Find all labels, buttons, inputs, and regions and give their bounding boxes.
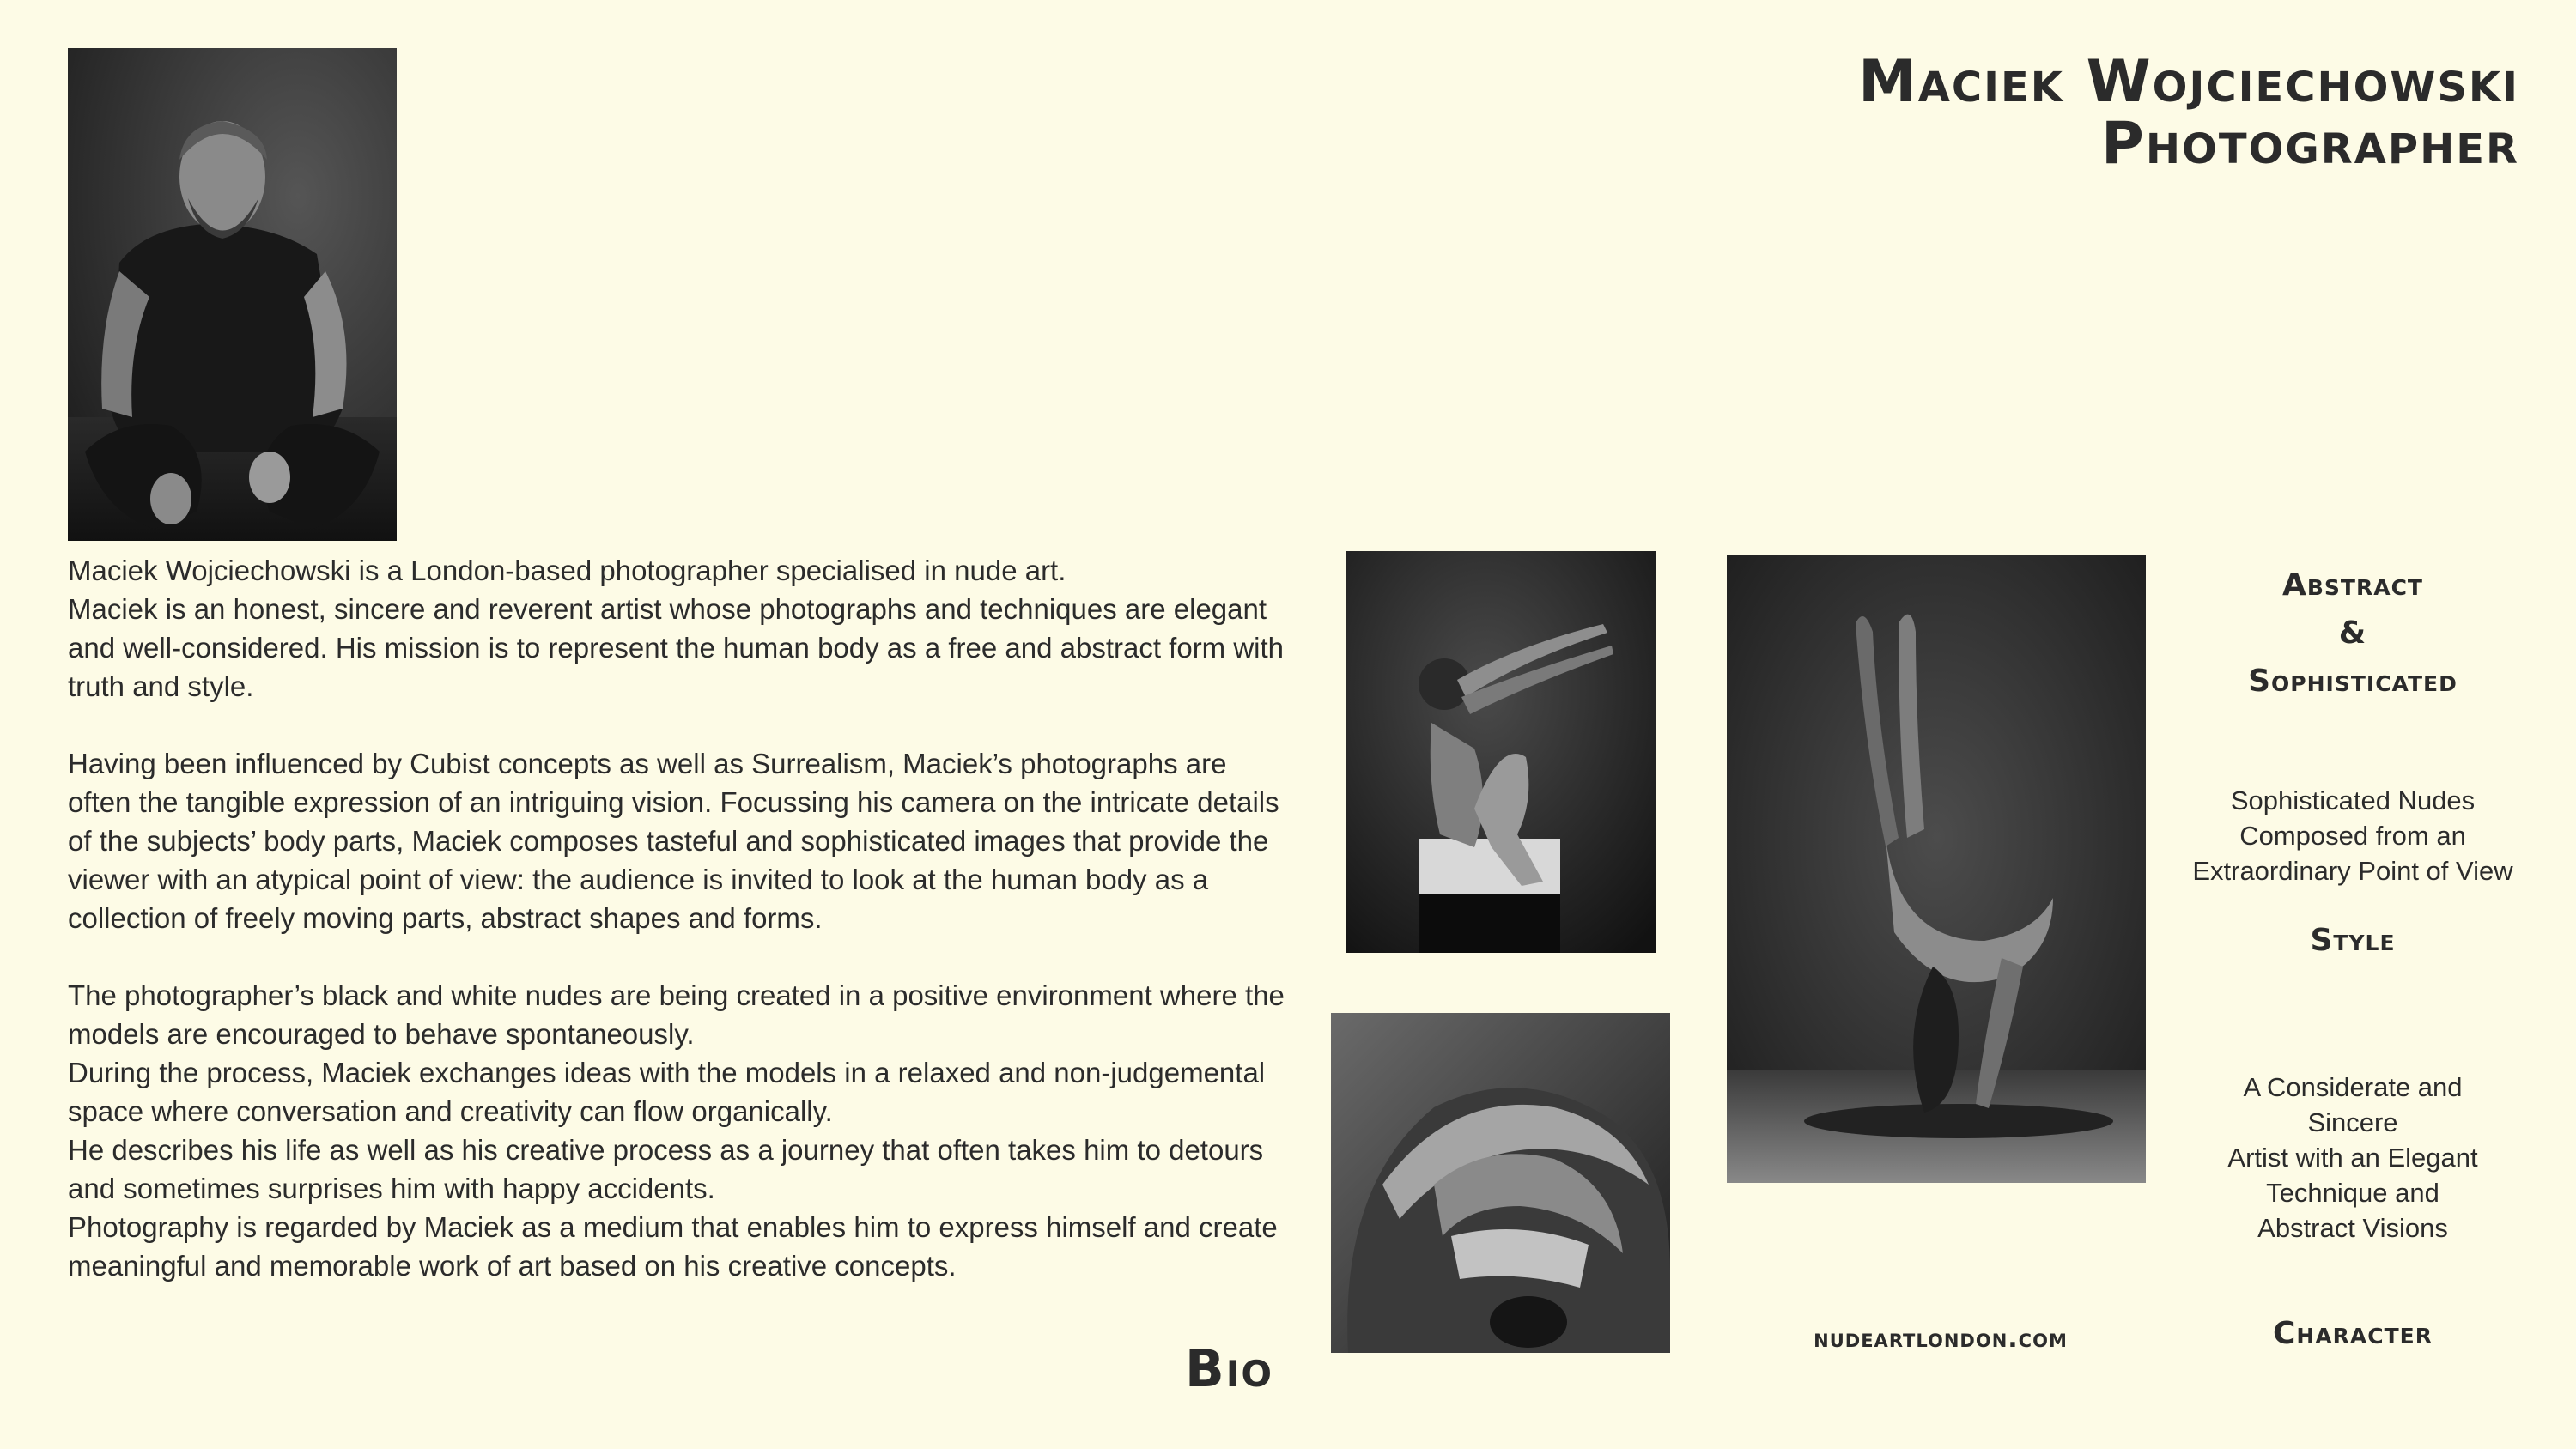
character-description-line: Artist with an Elegant — [2227, 1143, 2478, 1173]
style-description-line: Composed from an — [2239, 821, 2466, 851]
bio-paragraph: He describes his life as well as his creative process as a journey that often takes him to detours and sometimes surprises him with happy accidents. — [68, 1134, 1264, 1204]
style-heading-line2: & — [2338, 615, 2367, 651]
website-link[interactable]: nudeartlondon.com — [1814, 1324, 2068, 1354]
bio-heading: Bio — [1185, 1339, 1274, 1399]
style-description-line: Extraordinary Point of View — [2192, 856, 2513, 886]
character-description-line: Abstract Visions — [2257, 1213, 2448, 1243]
photographer-role: Photographer — [2101, 110, 2519, 178]
character-description — [2147, 1070, 2559, 1246]
bio-paragraph: Maciek is an honest, sincere and reverent artist whose photographs and techniques are elegant and well-considered. His mission is to represent the human body as a free and abstract form with truth and style. — [68, 593, 1285, 702]
bio-paragraph: During the process, Maciek exchanges ideas with the models in a relaxed and non-judgemental space where conversation and creativity can flow organically. — [68, 1057, 1266, 1127]
bio-paragraph: The photographer’s black and white nudes are being created in a positive environment where the models are encouraged to behave spontaneously. — [68, 979, 1285, 1050]
style-description-line: Sophisticated Nudes — [2230, 785, 2476, 815]
character-description-line: Sincere — [2307, 1107, 2398, 1137]
portrait-photo — [68, 48, 397, 541]
inverted-figure-photo — [1727, 555, 2146, 1183]
photographer-name: Maciek Wojciechowski — [1858, 48, 2519, 116]
style-description — [2147, 783, 2559, 888]
bio-paragraph: Having been influenced by Cubist concepts as well as Surrealism, Maciek’s photographs are often the tangible expression of an intriguing vision. Focussing his camera on the intricate details of the subjects’ body parts, Maciek composes tasteful and sophisticated images that provide the viewer with an atypical point of view: the audience is invited to look at the human body as a collection of freely moving parts, abstract shapes and forms. — [68, 748, 1279, 934]
bio-paragraph: Maciek Wojciechowski is a London-based photographer specialised in nude art. — [68, 555, 1066, 586]
character-description-line: A Considerate and — [2243, 1072, 2463, 1102]
style-heading-block — [2147, 561, 2559, 706]
character-label-block — [2147, 1310, 2559, 1358]
style-label: Style — [2310, 923, 2396, 958]
style-heading-line3: Sophisticated — [2248, 664, 2458, 699]
character-description-line: Technique and — [2266, 1178, 2439, 1208]
style-label-block — [2147, 917, 2559, 965]
style-heading-line1: Abstract — [2282, 567, 2423, 603]
seated-figure-photo — [1346, 551, 1656, 953]
folded-figure-photo — [1331, 1013, 1670, 1353]
character-label: Character — [2272, 1316, 2433, 1351]
bio-text — [68, 551, 1287, 1285]
bio-paragraph: Photography is regarded by Maciek as a medium that enables him to express himself and create meaningful and memorable work of art based on his creative concepts. — [68, 1211, 1278, 1282]
